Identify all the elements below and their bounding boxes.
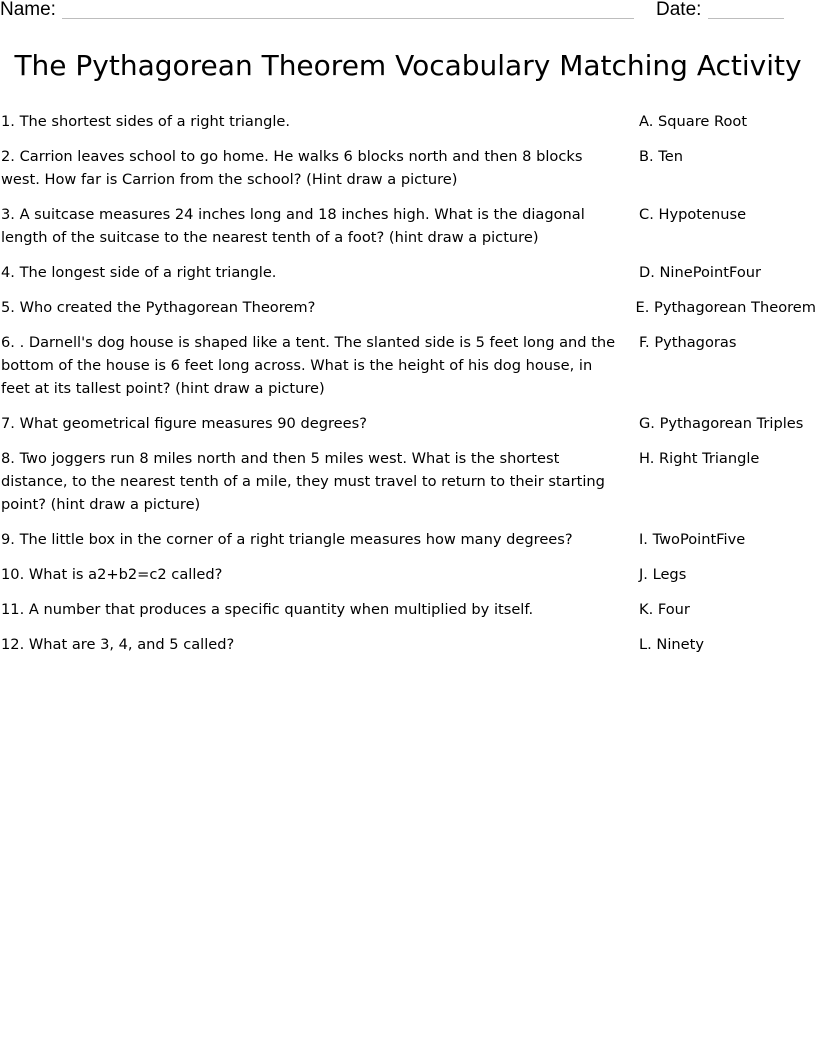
matching-row bbox=[0, 145, 816, 191]
answer-k: K. Four bbox=[639, 601, 690, 618]
answer-e: E. Pythagorean Theorem bbox=[635, 299, 816, 316]
answer-g: G. Pythagorean Triples bbox=[639, 415, 804, 432]
matching-row bbox=[0, 447, 816, 516]
question-10: 10. What is a2+b2=c2 called? bbox=[1, 566, 223, 583]
matching-row bbox=[0, 296, 816, 319]
question-7: 7. What geometrical figure measures 90 degrees? bbox=[1, 415, 367, 432]
matching-row bbox=[0, 203, 816, 249]
answer-c: C. Hypotenuse bbox=[639, 206, 747, 223]
answer-h: H. Right Triangle bbox=[639, 450, 760, 467]
matching-row bbox=[0, 110, 816, 133]
date-field-line[interactable] bbox=[708, 18, 784, 19]
question-4: 4. The longest side of a right triangle. bbox=[1, 264, 277, 281]
answer-i: I. TwoPointFive bbox=[639, 531, 746, 548]
question-3: 3. A suitcase measures 24 inches long and 18 inches high. What is the diagonal length of the suitcase to the nearest tenth of a foot? (hint draw a picture) bbox=[1, 206, 585, 246]
page-title: The Pythagorean Theorem Vocabulary Matching Activity bbox=[14, 49, 802, 82]
question-1: 1. The shortest sides of a right triangle. bbox=[1, 113, 291, 130]
answer-f: F. Pythagoras bbox=[639, 334, 737, 351]
answer-d: D. NinePointFour bbox=[639, 264, 762, 281]
question-9: 9. The little box in the corner of a right triangle measures how many degrees? bbox=[1, 531, 573, 548]
matching-row bbox=[0, 598, 816, 621]
answer-a: A. Square Root bbox=[639, 113, 748, 130]
matching-row bbox=[0, 563, 816, 586]
matching-row bbox=[0, 261, 816, 284]
header bbox=[0, 0, 816, 24]
question-12: 12. What are 3, 4, and 5 called? bbox=[1, 636, 235, 653]
question-2: 2. Carrion leaves school to go home. He walks 6 blocks north and then 8 blocks west. How far is Carrion from the school? (Hint draw a picture) bbox=[1, 148, 583, 188]
question-6: 6. . Darnell's dog house is shaped like a tent. The slanted side is 5 feet long and the bottom of the house is 6 feet long across. What is the height of his dog house, in feet at its tallest point? (hint draw a picture) bbox=[1, 334, 616, 397]
date-label: Date: bbox=[656, 0, 702, 20]
name-field-line[interactable] bbox=[62, 18, 634, 19]
matching-row bbox=[0, 528, 816, 551]
answer-l: L. Ninety bbox=[639, 636, 704, 653]
question-5: 5. Who created the Pythagorean Theorem? bbox=[1, 299, 316, 316]
question-11: 11. A number that produces a specific quantity when multiplied by itself. bbox=[1, 601, 534, 618]
matching-row bbox=[0, 633, 816, 656]
matching-row bbox=[0, 331, 816, 400]
question-8: 8. Two joggers run 8 miles north and then 5 miles west. What is the shortest distance, to the nearest tenth of a mile, they must travel to return to their starting point? (hint draw a picture) bbox=[1, 450, 605, 513]
matching-row bbox=[0, 412, 816, 435]
matching-list bbox=[0, 110, 816, 668]
answer-b: B. Ten bbox=[639, 148, 683, 165]
name-label: Name: bbox=[0, 0, 56, 20]
answer-j: J. Legs bbox=[639, 566, 687, 583]
